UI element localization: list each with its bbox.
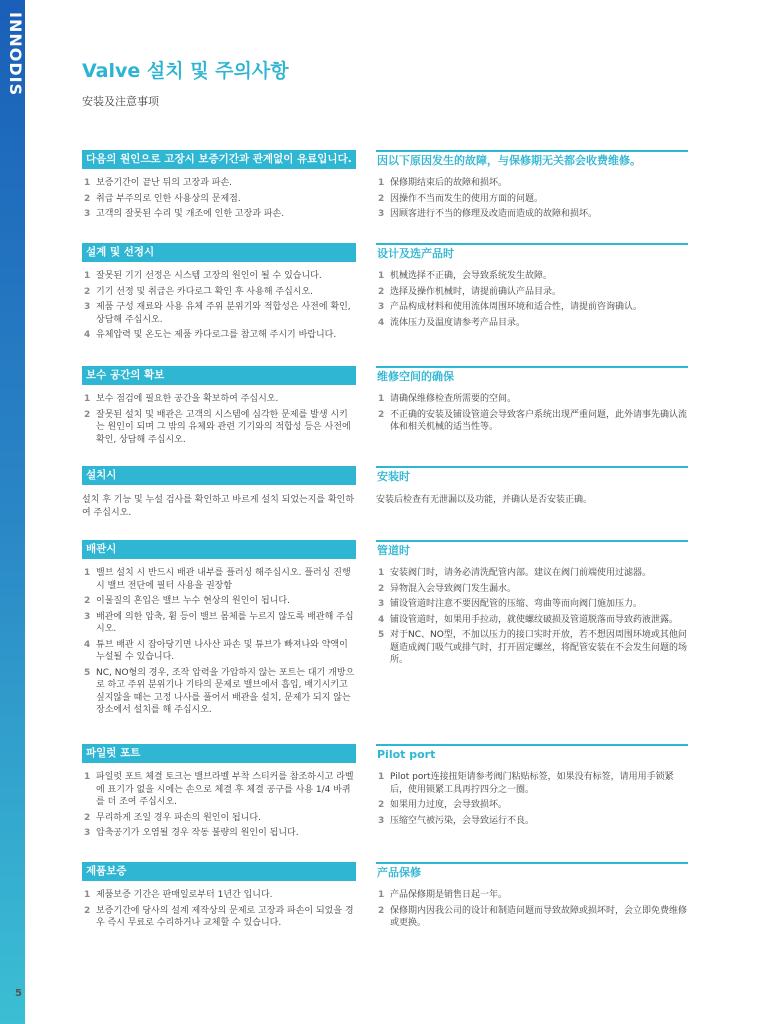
- item-text: 产品构成材料和使用流体周围环境和适合性，请提前咨询确认。: [390, 302, 643, 312]
- item-text: 보수 점검에 필요한 공간을 확보하여 주십시오.: [96, 394, 279, 404]
- section-header-ko: 보수 공간의 확보: [82, 366, 356, 385]
- list-item: [376, 208, 688, 221]
- list-item: [376, 598, 688, 611]
- item-text: 对于NC、NO型，不加以压力的接口实时开放，若不想因周围环境或其他问题造成阀门吸气或排气时，打开固定螺丝，将配管安装在不会发生问题的场所。: [390, 630, 688, 665]
- item-text: 请确保维修检查所需要的空间。: [390, 394, 517, 404]
- item-number: 1: [84, 394, 91, 404]
- section-header-ko: 배관시: [82, 540, 356, 559]
- list-item: [376, 301, 688, 314]
- item-number: 2: [378, 905, 385, 916]
- page-title: Valve 설치 및 주의사항: [82, 60, 289, 82]
- brand-name: INNODIS: [6, 12, 25, 97]
- item-text: 保修期内因我公司的设计和制造问题而导致故障或损坏时，会立即免费维修或更换。: [390, 905, 688, 928]
- numbered-list: [376, 177, 688, 221]
- list-item: [376, 799, 688, 812]
- section-ko: [82, 150, 356, 224]
- section-paragraph: 安装后检查有无泄漏以及功能，并确认是否安装正确。: [376, 495, 593, 505]
- item-text: 제품 구성 재료와 사용 유체 주위 분위기와 적합성은 사전에 확인, 상담해 주십시오.: [96, 302, 351, 325]
- item-number: 1: [378, 568, 385, 578]
- item-text: 취급 부주의로 인한 사용상의 문제점.: [96, 193, 241, 204]
- item-text: 잘못된 설치 및 배관은 고객의 시스템에 심각한 문제를 발생 시키는 원인이 되며 그 밖의 유체와 관련 기기와의 적합성 등은 사전에 확인, 상담해 주십시오.: [96, 409, 351, 445]
- item-text: 如果用力过度，会导致损坏。: [390, 800, 508, 810]
- item-text: 铺设管道时注意不要因配管的压缩、弯曲等而向阀门施加压力。: [390, 599, 643, 609]
- item-text: 기기 선정 및 취급은 카다로그 확인 후 사용해 주십시오.: [96, 286, 314, 297]
- item-number: 2: [378, 286, 385, 297]
- section-zh: [376, 744, 688, 830]
- list-item: [82, 595, 356, 608]
- section-zh: [376, 466, 688, 507]
- list-item: [82, 208, 356, 221]
- item-number: 3: [84, 611, 91, 622]
- numbered-list: [82, 889, 356, 930]
- item-text: 이물질의 혼입은 밸브 누수 현상의 원인이 됩니다.: [96, 596, 290, 606]
- section-paragraph: 설치 후 기능 및 누설 검사를 확인하고 바르게 설치 되었는지를 확인하여 주십시오.: [82, 495, 355, 518]
- list-item: [376, 629, 688, 667]
- section-header-zh: 维修空间的确保: [376, 366, 688, 385]
- section-ko: [82, 744, 356, 843]
- numbered-list: [82, 177, 356, 221]
- list-item: [82, 667, 356, 717]
- item-text: NC, NO형의 경우, 조작 압력을 가압하지 않는 포트는 대기 개방으로 하고 주위 분위기나 기타의 문제로 밸브에서 흡입, 배기시키고 싶지않을 때는 고정 나사를 풀어서 배관을 설치, 문제가 되지 않는 장소에서 설치를 해 주십시오.: [96, 667, 355, 715]
- item-text: 파일럿 포트 체결 토크는 밸브라벨 부착 스티커를 참조하시고 라벨에 표기가 없을 시에는 손으로 체결 후 체결 공구를 사용 1/4 바퀴를 더 조여 주십시오.: [96, 772, 354, 807]
- numbered-list: [376, 567, 688, 667]
- list-item: [82, 301, 356, 326]
- item-number: 1: [84, 178, 91, 188]
- section-header-ko: 설계 및 선정시: [82, 243, 356, 262]
- brand-logo: [0, 6, 25, 116]
- sidebar-band: [0, 0, 25, 1024]
- item-text: 제품보증 기간은 판매일로부터 1년간 입니다.: [96, 890, 273, 900]
- item-text: 因操作不当而发生的使用方面的问题。: [390, 193, 544, 204]
- section-header-ko: 설치시: [82, 466, 356, 485]
- item-number: 2: [84, 409, 91, 420]
- list-item: [376, 317, 688, 330]
- item-number: 1: [378, 890, 385, 900]
- section-header-zh: 因以下原因发生的故障，与保修期无关都会收费维修。: [376, 150, 688, 169]
- item-number: 5: [378, 630, 385, 640]
- item-text: 잘못된 기기 선정은 시스템 고장의 원인이 될 수 있습니다.: [96, 271, 322, 281]
- section-header-ko: 제품보증: [82, 862, 356, 881]
- item-number: 2: [84, 905, 91, 916]
- item-number: 2: [84, 193, 91, 204]
- section-header-zh: 产品保修: [376, 862, 688, 881]
- numbered-list: [82, 270, 356, 342]
- section-header-zh: 设计及选产品时: [376, 243, 688, 262]
- list-item: [376, 177, 688, 190]
- item-text: 유체압력 및 온도는 제품 카다로그를 참고해 주시기 바랍니다.: [96, 330, 337, 340]
- list-item: [82, 270, 356, 283]
- item-text: 异物混入会导致阀门发生漏水。: [390, 583, 517, 594]
- section-ko: [82, 366, 356, 449]
- item-text: 무리하게 조일 경우 파손의 원인이 됩니다.: [96, 812, 261, 823]
- list-item: [376, 409, 688, 434]
- item-text: 铺设管道时，如果用手拉动，就使螺纹破损及管道脱落而导致药液泄露。: [390, 614, 679, 625]
- item-text: 고객의 잘못된 수리 및 개조에 인한 고장과 파손.: [96, 209, 285, 219]
- item-number: 1: [378, 772, 385, 782]
- item-number: 4: [378, 317, 385, 328]
- list-item: [82, 177, 356, 190]
- list-item: [82, 286, 356, 299]
- list-item: [82, 193, 356, 206]
- numbered-list: [376, 771, 688, 827]
- item-number: 3: [84, 302, 91, 312]
- item-number: 2: [378, 583, 385, 594]
- section-zh: [376, 150, 688, 224]
- item-text: 보증기간이 끝난 뒤의 고장과 파손.: [96, 178, 233, 188]
- item-number: 3: [84, 828, 91, 838]
- item-number: 1: [84, 890, 91, 900]
- list-item: [376, 614, 688, 627]
- list-item: [82, 567, 356, 592]
- item-number: 1: [84, 568, 91, 578]
- item-number: 4: [84, 330, 91, 340]
- item-text: 튜브 배관 시 잡아당기면 나사산 파손 및 튜브가 빠져나와 약액이 누설될 수 있습니다.: [96, 639, 348, 662]
- item-number: 3: [378, 209, 385, 219]
- section-zh: [376, 862, 688, 933]
- section-zh: [376, 243, 688, 332]
- item-number: 1: [378, 394, 385, 404]
- page-subtitle: 安装及注意事项: [82, 95, 159, 108]
- section-ko: [82, 466, 356, 519]
- list-item: [82, 611, 356, 636]
- section-ko: [82, 862, 356, 933]
- item-text: 保修期结束后的故障和损坏。: [390, 178, 508, 188]
- list-item: [82, 393, 356, 406]
- item-number: 1: [378, 178, 385, 188]
- item-number: 2: [84, 596, 91, 606]
- numbered-list: [82, 393, 356, 446]
- list-item: [82, 905, 356, 930]
- list-item: [376, 583, 688, 596]
- list-item: [82, 329, 356, 342]
- item-text: 압축공기가 오염될 경우 작동 불량의 원인이 됩니다.: [96, 828, 299, 838]
- numbered-list: [376, 889, 688, 930]
- list-item: [376, 286, 688, 299]
- numbered-list: [82, 567, 356, 717]
- item-text: 压缩空气被污染，会导致运行不良。: [390, 815, 535, 826]
- list-item: [376, 567, 688, 580]
- numbered-list: [376, 393, 688, 434]
- item-number: 1: [84, 271, 91, 281]
- section-header-ko: 파일럿 포트: [82, 744, 356, 763]
- item-number: 3: [84, 209, 91, 219]
- item-number: 2: [378, 800, 385, 810]
- item-text: 밸브 설치 시 반드시 배관 내부를 플러싱 해주십시오. 플러싱 진행 시 밸브 전단에 필터 사용을 권장함: [96, 568, 351, 591]
- list-item: [376, 193, 688, 206]
- item-number: 5: [84, 667, 91, 678]
- section-zh: [376, 366, 688, 437]
- section-header-zh: Pilot port: [376, 744, 688, 763]
- section-zh: [376, 540, 688, 670]
- item-number: 3: [378, 302, 385, 312]
- list-item: [82, 771, 356, 809]
- item-text: 机械选择不正确，会导致系统发生故障。: [390, 271, 553, 281]
- section-header-zh: 管道时: [376, 540, 688, 559]
- item-number: 2: [84, 286, 91, 297]
- item-number: 3: [378, 599, 385, 609]
- numbered-list: [82, 771, 356, 840]
- page-number: 5: [15, 988, 22, 999]
- list-item: [82, 639, 356, 664]
- list-item: [376, 270, 688, 283]
- section-header-zh: 安装时: [376, 466, 688, 485]
- item-text: 不正确的安装及铺设管道会导致客户系统出现严重问题，此外请事先确认流体和相关机械的适当性等。: [390, 409, 688, 432]
- item-number: 2: [378, 193, 385, 204]
- item-text: 流体压力及温度请参考产品目录。: [390, 317, 526, 328]
- list-item: [82, 812, 356, 825]
- item-number: 1: [84, 772, 91, 782]
- item-text: 배관에 의한 압축, 휨 등이 밸브 몸체를 누르지 않도록 배관해 주십시오.: [96, 611, 354, 634]
- list-item: [82, 889, 356, 902]
- item-text: 因顾客进行不当的修理及改造而造成的故障和损坏。: [390, 209, 598, 219]
- item-number: 4: [84, 639, 91, 650]
- list-item: [376, 815, 688, 828]
- item-number: 4: [378, 614, 385, 625]
- list-item: [82, 827, 356, 840]
- item-text: 产品保修期是销售日起一年。: [390, 890, 508, 900]
- section-ko: [82, 243, 356, 345]
- list-item: [376, 889, 688, 902]
- item-number: 2: [378, 409, 385, 420]
- item-text: 选择及操作机械时，请提前确认产品目录。: [390, 286, 562, 297]
- item-number: 1: [378, 271, 385, 281]
- list-item: [376, 393, 688, 406]
- numbered-list: [376, 270, 688, 329]
- section-header-ko: 다음의 원인으로 고장시 보증기간과 관계없이 유료입니다.: [82, 150, 356, 169]
- item-text: 보증기간에 당사의 설계 제작상의 문제로 고장과 파손이 되었을 경우 즉시 무료로 수리하거나 교체할 수 있습니다.: [96, 905, 354, 928]
- item-number: 2: [84, 812, 91, 823]
- section-ko: [82, 540, 356, 720]
- item-text: 安装阀门时，请务必清洗配管内部。建议在阀门前端使用过滤器。: [390, 568, 652, 578]
- list-item: [376, 771, 688, 796]
- list-item: [376, 905, 688, 930]
- item-text: Pilot port连接扭矩请参考阀门粘贴标签，如果没有标签，请用用手锁紧后，使用锁紧工具再拧四分之一圈。: [390, 772, 674, 795]
- item-number: 3: [378, 815, 385, 826]
- list-item: [82, 409, 356, 447]
